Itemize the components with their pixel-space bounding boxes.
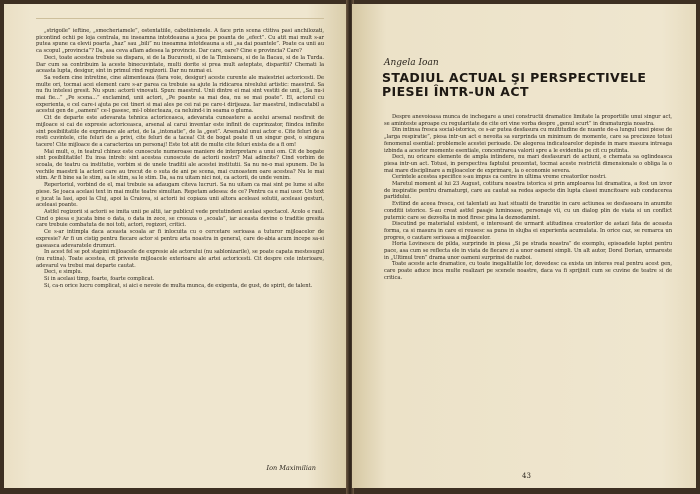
paragraph: Horia Lovinescu de pilda, surprinde in piesa „Si pe strada noastra” de exemplu, episoadele luptei pentru pace, asa cum se reflecta ele in viata de fiecare zi a unor oameni simpli. Un alt autor, Dorel Dorian, urmareste in „Ultimul tren” drama unor oameni surprinsi de razboi. [384, 241, 672, 261]
paragraph: Despre anevoioasa munca de inchegare a unei constructii dramatice limitate la proportiile unui singur act, se aminteste aproape cu regularitate de cite ori vine vorba despre „genul scurt” in dramaturgia noastra. [384, 114, 672, 127]
paragraph: In acest fel se pot stapini mijloacele de expresie ale actorului (nu sablonizarile), se poate capata mestesugul (nu rutina). Toate acestea, cit priveste mijloacele exterioare ale artei actoricesti. Cit despre cele interioare, adevarul va trebui mai departe cautat. [36, 249, 324, 269]
paragraph: Ce s-ar intimpla daca aceasta scoala ar fi inlocuita cu o cercetare serioasa a tuturor mijloacelor de expresie? Ar fi un cistig pentru fiecare actor si pentru arta noastra in general, care de-abia acum incepe sa-si gaseasca adevaratele drumuri. [36, 229, 324, 249]
paragraph: Deci, toate acestea trebuie sa dispara, si de la Bucuresti, si de la Timisoara, si de la Bacau, si de la Turda. Dar cum sa contribuim la aceste binecuvintate, multi dorite si prea mult asteptate, disparitii? Chemati la aceasta lupta, desigur, sint in primul rind regizorii. Dar nu numai ei. [36, 54, 324, 75]
article-signature: Ion Maximilian [266, 464, 316, 472]
paragraph: Maretul moment al lui 23 August, cotitura noastra istorica si prin amploarea lui dramatica, a fost un izvor de inspiratie pentru dramaturgi, care au cautat sa redea aspecte din lupta clasei muncitoare sub conducerea partidului. [384, 181, 672, 201]
paragraph: Mai mult, o, in teatrul chinez este cunoscute numeroase maniere de interpretare a unui om. Cit de bogate sint posibilitatile! Eu insa intreb: sint acestea cunoscute de actorii nostri? Mai adincite? Cind vorbim de scoala, de teatru ca institutie, vorbim si de unele traditii ale acestei institutii. Sa nu ne-o mai spunem. De la vechile maestrii la actorii care au trecut de o suta de ani pe scena, mai cunoastem oare acestea? Nu le mai stim. Ar fi bine sa le stim, sa le stim, sa le stim. Da, sa nu uitam nici noi, ca actorii, de unde venim. [36, 148, 324, 182]
paragraph: Si, ca-n orice lucru complicat, si aici e nevoie de multa munca, de exigenta, de gust, de spirit, de talent. [44, 282, 313, 289]
paragraph: Astfel regizorii si actorii se imita unii pe altii, iar publicul vede pretutindeni acelasi spectacol. Acolo e raul. Cind o piesa e jucata bine o data, o data in zece, se creeaza o „scoala”, iar aceasta devine o traditie gresita care trebuie combatuta de noi toti, actori, regizori, critici. [36, 208, 324, 229]
left-page-top-rule [36, 18, 324, 19]
article-author: Angela Ioan [384, 58, 439, 68]
paragraph: Sa vedem cine intretine, cine alimenteaza (fara voie, desigur) aceste curente ale maiestriei actoricesti. De multe ori, tocmai acei element care s-ar parea ca trebuie sa ajute la ridicarea nivelului artistic: maestrul. Sa nu fiu intelesi gresit. Nu spun: actorii vinovati. Spun: maestrul. Unii dintre ei mai sint vestiti de unii, „Sa nu-i mai fie...” „Pe scena...” exclamind, unii actori, „Pe poante sa mai dea, nu se mai poate”. El, actorul cu experienta, e cel care-i ajuta pe cei tineri si mai ales pe cei rai pe care-i dirijeaza. Iar maestrul, indiscutabil a acestui gen de „oameni” ce-l gasesc, mi-l obiecteaza, ca neluind-i in seama o gluma. [36, 74, 324, 115]
article-title: STADIUL ACTUAL ŞI PERSPECTIVELE PIESEI ÎNTR-UN ACT [382, 70, 647, 99]
right-page [352, 4, 696, 488]
paragraph: Discutind pe materialul existent, e interesant de urmarit atitudinea creatorilor de astazi fata de aceasta forma, ca si masura in care ei reusesc sa puna in slujba ei experienta acumulata. In orice caz, se remarca un progres, o cautare serioasa a mijloacelor. [384, 221, 672, 241]
paragraph: „strigoile” ieftine, „smecheriamele”, ostentatiile, cabotinismele. A face prin scena ctitiva pasi anchilozati, picontind ochii pe loja centrala, nu inseamna intotdeauna a juca pe poanta de „efect”. Cu atit mai mult s-ar putea spune ca elevii poarta „haz” sau „bili” nu inseamna intotdeauna a sti „sa dai poantele”. Poate ca unii au ca scopul „provincia”? Da, asa ceva aflam adesea la provincie. Dar care, oare? Cine e provincia? Care? [36, 28, 324, 55]
left-page-body [36, 28, 324, 289]
paragraph: Deci, nu oricare elemente de ampla intindere, nu mari desfasurari de actiuni, e chemata sa oglindeasca piesa intr-un act. Totusi, in perspectiva faptului prezentat, tocmai aceste restrictii dimensionale o obliga la o mai mare disciplinare a mijloacelor de exprimare, la o economie severa. [384, 154, 672, 174]
left-page [4, 4, 348, 488]
right-page-body [384, 114, 672, 282]
page-number: 43 [522, 472, 531, 480]
paragraph: Si in acelasi timp, foarte, foarte complicat. [44, 276, 155, 283]
paragraph: Deci, e simplu. [44, 269, 83, 276]
paragraph: Din intinsa fresca social-istorica, ce s-ar putea desfasura cu multitudine de nuante de-a lungul unei piese de „larga respiratie”, piesa intr-un act e nevoita sa surprinda un minimum de momente, care sa precizeze totusi fenomenul esential: problemele acestei perioade. De alegerea indicatoarelor depinde in mare masura intreaga izbinda a acestor momente esentiale, concentrarea valorii spre a le evidentia pe cit cu putinta. [384, 127, 672, 154]
paragraph: Repertoriul, vorbind de el, mai trebuie sa adaugam citeva lucruri. Sa nu uitam ca mai sint pe lume si alte piese. Se joaca acelasi text in mai multe teatre simultan. Repetam adesea: de ce? Pentru ca e mai usor. Un text e jucat la Iasi, apoi la Cluj, apoi la Craiova, si actorii isi copiaza unii altora aceleasi solutii, aceleasi gesturi, aceleasi poante. [36, 182, 324, 209]
paragraph: Toate aceste acte dramatice, cu toate inegalitatile lor, dovedesc ca exista un interes real pentru acest gen, care poate aduce inca multe realizari pe scenele noastre, daca va fi sprijinit cum se cuvine de teatre si de critica. [384, 261, 672, 281]
paragraph: Cit de departe este adevarata tehnica actoriceasca, adevarata cunoastere a acelui arsenal nesfirsit de mijloace si cai de expresie actoriceasca, arsenal al carui inventar este infinit de cuprinzator, fiindca infinite sint posibilitatile de exprimare ale artei, de la „intonatie”, de la „gest”. Arsenalul unui actor e. Cite feluri de a rosti cuvintele, cite feluri de a privi, cite feluri de a tacea! Cit de bogat poate fi un singur gest, o singura tacere! Cite mijloace de a caracteriza un personaj! Este tot atit de multe cite feluri exista de a fi om! [36, 115, 324, 148]
paragraph: Evitind de aceea fresca, cei talentati au luat situatii de tranzitie in care actiunea se desfasoara in anumite conditii istorice. S-au creat astfel pasaje luminoase, personaje vii, cu un dialog plin de viata si un conflict puternic care se dezvolta in mod firesc pina la deznodamint. [384, 201, 672, 221]
paragraph: Cerintele acestea specifice s-au impus ca centre in ultima vreme creatorilor nostri. [392, 174, 607, 181]
